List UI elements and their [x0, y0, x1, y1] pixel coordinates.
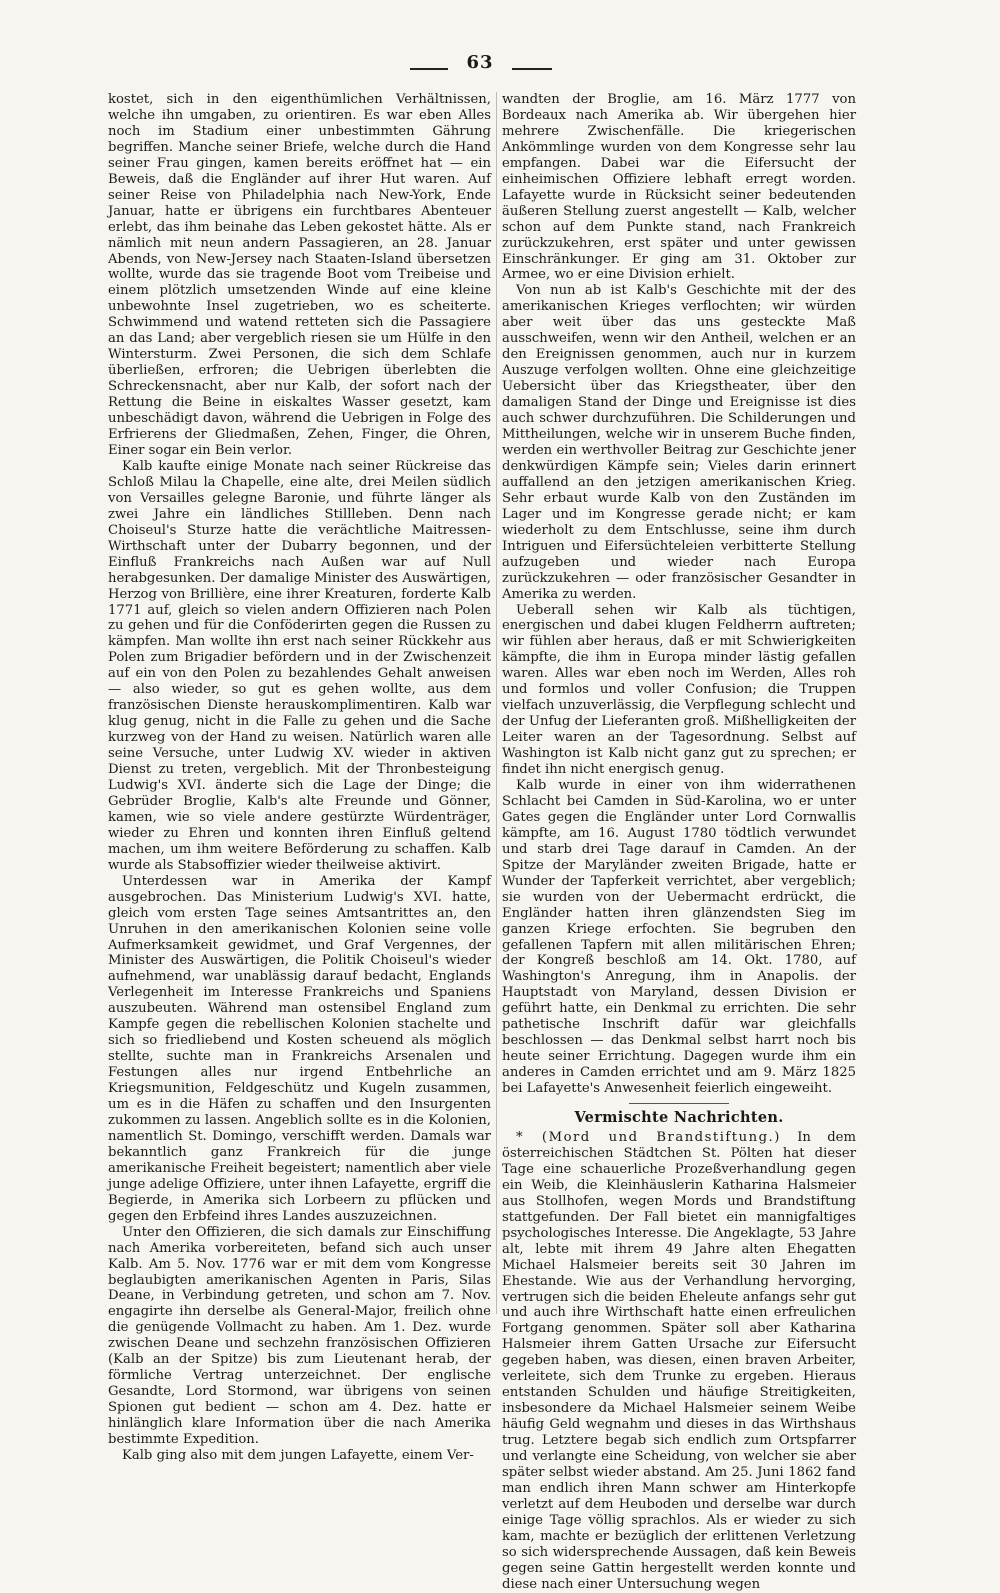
- right-column: [502, 92, 856, 1593]
- paragraph: Von nun ab ist Kalb's Geschichte mit der des amerikanischen Krieges verflochten; wir würden aber weit über das uns gesteckte Maß ausschweifen, wenn wir den Antheil, welchen er an den Ereignissen genommen, auch nur in kurzem Auszuge verfolgen wollten. Ohne eine gleichzeitige Uebersicht über das Kriegstheater, über den damaligen Stand der Dinge und Ereignisse ist dies auch schwer durchzuführen. Die Schilderungen und Mittheilungen, welche wir in unserem Buche finden, werden ein werthvoller Beitrag zur Geschichte jener denkwürdigen Kämpfe sein; Vieles darin erinnert auffallend an den jetzigen amerikanischen Krieg. Sehr erbaut wurde Kalb von den Zuständen im Lager und im Kongresse gerade nicht; er kam wiederholt zu dem Entschlusse, seine ihm durch Intriguen und Eifersüchteleien verbitterte Stellung aufzugeben und wieder nach Europa zurückzukehren — oder französischer Gesandter in Amerika zu werden.: [502, 283, 856, 602]
- news-item-label: * (Mord und Brandstiftung.): [516, 1130, 781, 1145]
- header-rule-right: [512, 68, 552, 70]
- paragraph: Kalb kaufte einige Monate nach seiner Rückreise das Schloß Milau la Chapelle, eine alte, drei Meilen südlich von Versailles gelegne Baronie, und führte länger als zwei Jahre ein ländliches Stillleben. Denn nach Choiseul's Sturze hatte die verächtliche Maitressen-Wirthschaft unter der Dubarry begonnen, und der Einfluß Frankreichs nach Außen war auf Null herabgesunken. Der damalige Minister des Auswärtigen, Herzog von Brillière, eine ihrer Kreaturen, forderte Kalb 1771 auf, gleich so vielen andern Offizieren nach Polen zu gehen und für die Conföderirten gegen die Russen zu kämpfen. Man wollte ihn erst nach seiner Rückkehr aus Polen zum Brigadier befördern und in der Zwischenzeit auf ein von den Polen zu bezahlendes Gehalt anweisen — also wieder, so gut es gehen wollte, aus dem französischen Dienste herauskomplimentiren. Kalb war klug genug, nicht in die Falle zu gehen und die Sache kurzweg von der Hand zu weisen. Natürlich waren alle seine Versuche, unter Ludwig XV. wieder in aktiven Dienst zu treten, vergeblich. Mit der Thronbesteigung Ludwig's XVI. änderte sich die Lage der Dinge; die Gebrüder Broglie, Kalb's alte Freunde und Gönner, kamen, wie so viele andere gestürzte Würdenträger, wieder zu Ehren und konnten ihren Einfluß geltend machen, um ihm weitere Beförderung zu schaffen. Kalb wurde als Stabsoffizier wieder theilweise aktivirt.: [108, 458, 491, 873]
- column-divider: [496, 92, 497, 1314]
- page-number: 63: [466, 52, 494, 73]
- paragraph: Kalb ging also mit dem jungen Lafayette, einem Ver-: [122, 1448, 474, 1464]
- paragraph: Unter den Offizieren, die sich damals zur Einschiffung nach Amerika vorbereiteten, befand sich auch unser Kalb. Am 5. Nov. 1776 war er mit dem vom Kongresse beglaubigten amerikanischen Agenten in Paris, Silas Deane, in Verbindung getreten, und schon am 7. Nov. engagirte ihn derselbe als General-Major, freilich ohne die genügende Vollmacht zu haben. Am 1. Dez. wurde zwischen Deane und sechzehn französischen Offizieren (Kalb an der Spitze) bis zum Lieutenant herab, der förmliche Vertrag unterzeichnet. Der englische Gesandte, Lord Stormond, war übrigens von seinen Spionen gut bedient — schon am 4. Dez. hatte er hinlänglich klare Information über die nach Amerika bestimmte Expedition.: [108, 1224, 491, 1448]
- paragraph: Ueberall sehen wir Kalb als tüchtigen, energischen und dabei klugen Feldherrn auftreten; wir fühlen aber heraus, daß er mit Schwierigkeiten kämpfte, die ihm in Europa minder lästig gefallen waren. Alles war eben noch im Werden, Alles roh und formlos und voller Confusion; die Truppen vielfach unzuverlässig, die Verpflegung schlecht und der Unfug der Lieferanten groß. Mißhelligkeiten der Leiter waren an der Tagesordnung. Selbst auf Washington ist Kalb nicht ganz gut zu sprechen; er findet ihn nicht energisch genug.: [502, 602, 856, 778]
- left-column: [108, 92, 491, 1464]
- paragraph: kostet, sich in den eigenthümlichen Verhältnissen, welche ihn umgaben, zu orientiren. Es war eben Alles noch im Stadium einer unbestimmten Gährung begriffen. Manche seiner Briefe, welche durch die Hand seiner Frau gingen, kamen bereits eröffnet hat — ein Beweis, daß die Engländer auf ihrer Hut waren. Auf seiner Reise von Philadelphia nach New-York, Ende Januar, hatte er übrigens ein furchtbares Abenteuer erlebt, das ihm beinahe das Leben gekostet hätte. Als er nämlich mit neun andern Passagieren, an 28. Januar Abends, von New-Jersey nach Staaten-Island übersetzen wollte, wurde das sie tragende Boot vom Treibeise und einem plötzlich umsetzenden Winde auf eine kleine unbewohnte Insel zugetrieben, wo es scheiterte. Schwimmend und watend retteten sich die Passagiere an das Land; aber vergeblich riesen sie um Hülfe in den Wintersturm. Zwei Personen, die sich dem Schlafe überließen, erfroren; die Uebrigen überlebten die Schreckensnacht, aber nur Kalb, der sofort nach der Rettung die Beine in eiskaltes Wasser gesetzt, kam unbeschädigt davon, während die Uebrigen in Folge des Erfrierens der Gliedmaßen, Zehen, Finger, die Ohren, Einer sogar ein Bein verlor.: [108, 92, 491, 458]
- page-header: [0, 52, 1000, 82]
- news-item-text: In dem österreichischen Städtchen St. Pölten hat dieser Tage eine schauerliche Prozeßverhandlung gegen ein Weib, die Kleinhäuslerin Katharina Halsmeier aus Stollhofen, wegen Mords und Brandstiftung stattgefunden. Der Fall bietet ein mannigfaltiges psychologisches Interesse. Die Angeklagte, 53 Jahre alt, lebte mit ihrem 49 Jahre alten Ehegatten Michael Halsmeier bereits seit 30 Jahren im Ehestande. Wie aus der Verhandlung hervorging, vertrugen sich die beiden Eheleute anfangs sehr gut und auch ihre Wirthschaft hatte einen erfreulichen Fortgang genommen. Später soll aber Katharina Halsmeier ihrem Gatten Ursache zur Eifersucht gegeben haben, was diesen, einen braven Arbeiter, verleitete, sich dem Trunke zu ergeben. Hieraus entstanden Schulden und häufige Streitigkeiten, insbesondere da Michael Halsmeier seinem Weibe häufig Geld wegnahm und dieses in das Wirthshaus trug. Letztere begab sich endlich zum Ortspfarrer und verlangte eine Scheidung, von welcher sie aber später selbst wieder abstand. Am 25. Juni 1862 fand man endlich ihren Mann schwer am Hinterkopfe verletzt auf dem Heuboden und derselbe war durch einige Tage völlig sprachlos. Als er wieder zu sich kam, machte er bezüglich der erlittenen Verletzung so sich widersprechende Aussagen, daß kein Beweis gegen seine Gattin hergestellt werden konnte und diese nach einer Untersuchung wegen: [502, 1130, 856, 1592]
- paragraph: Unterdessen war in Amerika der Kampf ausgebrochen. Das Ministerium Ludwig's XVI. hatte, gleich vom ersten Tage seines Amtsantrittes an, den Unruhen in den amerikanischen Kolonien seine volle Aufmerksamkeit gewidmet, und Graf Vergennes, der Minister des Auswärtigen, die Politik Choiseul's wieder aufnehmend, war unablässig darauf bedacht, Englands Verlegenheit im Interesse Frankreichs und Spaniens auszubeuten. Während man ostensibel England zum Kampfe gegen die rebellischen Kolonien stachelte und sich so friedliebend und Kosten scheuend als möglich stellte, suchte man in Frankreichs Arsenalen und Festungen alles nur irgend Entbehrliche an Kriegsmunition, Feldgeschütz und Kugeln zusammen, um es in die Häfen zu schaffen und den Insurgenten zukommen zu lassen. Angeblich sollte es in die Kolonien, namentlich St. Domingo, verschifft werden. Damals war bekanntlich ganz Frankreich für die junge amerikanische Freiheit begeistert; namentlich aber viele junge adelige Offiziere, unter ihnen Lafayette, ergriff die Begierde, in Amerika sich Lorbeern zu pflücken und gegen den Erbfeind ihres Landes auszuzeichnen.: [108, 873, 491, 1224]
- section-heading: Vermischte Nachrichten.: [574, 1109, 784, 1127]
- section-rule: [629, 1103, 729, 1104]
- paragraph: Kalb wurde in einer von ihm widerrathenen Schlacht bei Camden in Süd-Karolina, wo er unter Gates gegen die Engländer unter Lord Cornwallis kämpfte, am 16. August 1780 tödtlich verwundet und starb drei Tage darauf in Camden. An der Spitze der Maryländer zweiten Brigade, hatte er Wunder der Tapferkeit verrichtet, aber vergeblich; sie wurden von der Uebermacht erdrückt, die Engländer hatten ihren glänzendsten Sieg im ganzen Kriege erfochten. Sie begruben den gefallenen Tapfern mit allen militärischen Ehren; der Kongreß beschloß am 14. Okt. 1780, auf Washington's Anregung, ihm in Anapolis. der Hauptstadt von Maryland, dessen Division er geführt hatte, ein Denkmal zu errichten. Die sehr pathetische Inschrift dafür war gleichfalls beschlossen — das Denkmal selbst harrt noch bis heute seiner Errichtung. Dagegen wurde ihm ein anderes in Camden errichtet und am 9. März 1825 bei Lafayette's Anwesenheit feierlich eingeweiht.: [502, 777, 856, 1097]
- news-item: [502, 1130, 856, 1593]
- header-rule-left: [410, 68, 448, 70]
- paragraph: wandten der Broglie, am 16. März 1777 von Bordeaux nach Amerika ab. Wir übergehen hier mehrere Zwischenfälle. Die kriegerischen Ankömmlinge wurden von dem Kongresse sehr lau empfangen. Dabei war die Eifersucht der einheimischen Offiziere lebhaft erregt worden. Lafayette wurde in Rücksicht seiner bedeutenden äußeren Stellung zuerst angestellt — Kalb, welcher schon auf dem Punkte stand, nach Frankreich zurückzukehren, erst später und unter gewissen Einschränkunger. Er ging am 31. Oktober zur Armee, wo er eine Division erhielt.: [502, 92, 856, 283]
